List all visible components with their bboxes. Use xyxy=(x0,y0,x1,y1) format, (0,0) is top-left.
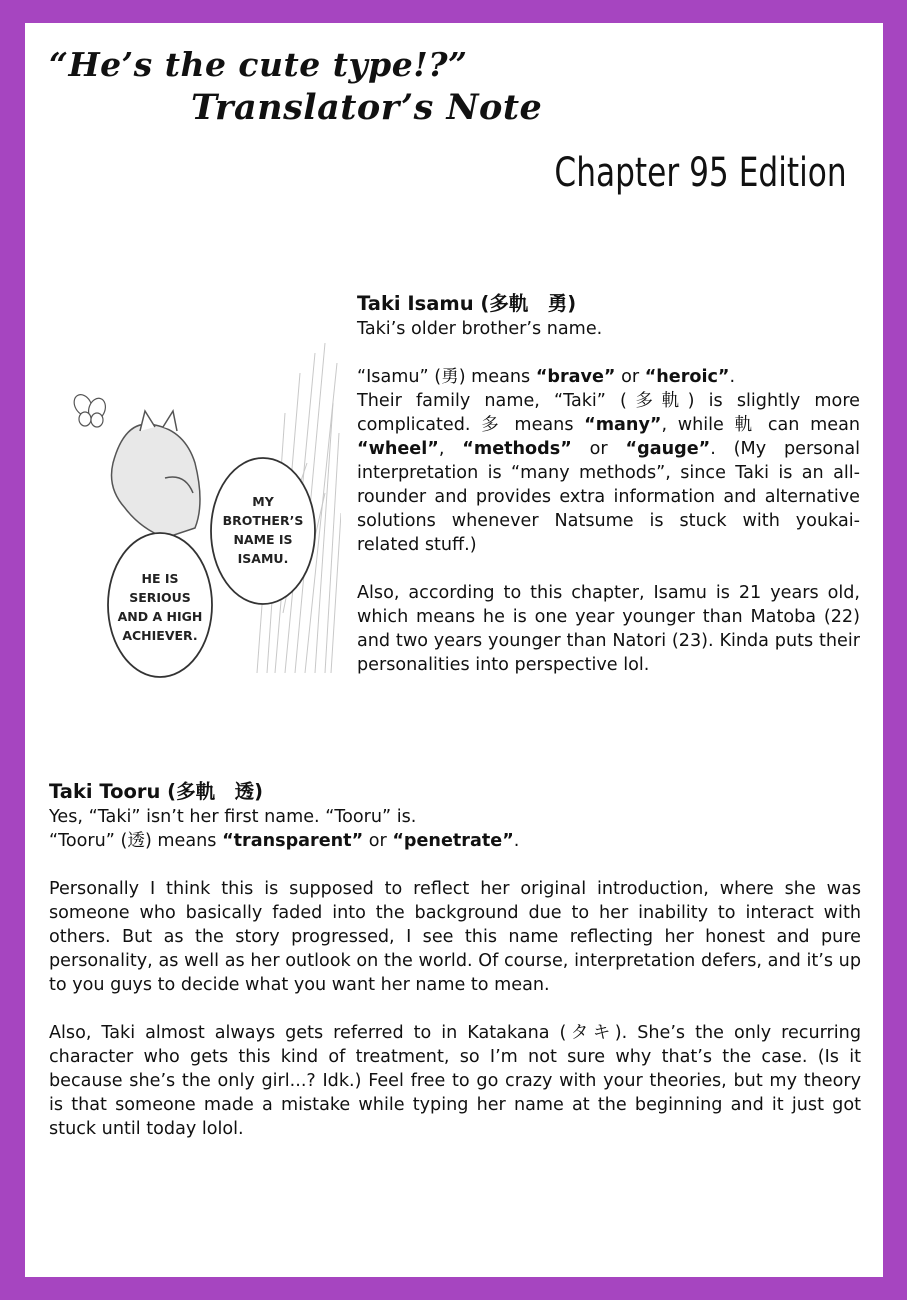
bubble-left-line-1: HE IS xyxy=(141,571,179,586)
title-line-1: “He’s the cute type!?” xyxy=(49,45,468,84)
bubble-right-line-2: BROTHER’S xyxy=(222,513,304,528)
bubble-right-line-3: NAME IS xyxy=(233,532,293,547)
speech-bubble-right xyxy=(211,458,315,604)
section2-heading: Taki Tooru (多軌 透) xyxy=(49,780,264,803)
cat-figure xyxy=(112,411,201,538)
section1-paragraph-2: “Isamu” (勇) means “brave” or “heroic”. xyxy=(357,367,736,387)
section2-paragraph-4: Also, Taki almost always gets referred to in Katakana (タキ). She’s the only recurring character who gets this kind of treatment, so I’m not sure why that’s the case. (Is it because she’s the only girl...? Idk.) Feel free to go crazy with your theories, but my theory is that someone made a mistake while typing her name at the beginning and it just got stuck until today lolol. xyxy=(49,1023,861,1139)
section2-line1: Yes, “Taki” isn’t her first name. “Tooru” is. xyxy=(49,807,417,827)
section1-paragraph-4: Also, according to this chapter, Isamu is 21 years old, which means he is one year younger than Matoba (22) and two years younger than Natori (23). Kinda puts their personalities into perspective lol. xyxy=(357,583,860,675)
bubble-left-line-4: ACHIEVER. xyxy=(122,628,198,643)
section1-heading: Taki Isamu (多軌 勇) xyxy=(357,292,577,315)
manga-panel-illustration xyxy=(45,313,341,678)
bubble-right-line-1: MY xyxy=(252,494,274,509)
section1-line1: Taki’s older brother’s name. xyxy=(357,319,603,339)
bubble-right-line-4: ISAMU. xyxy=(237,551,289,566)
chapter-label: Chapter 95 Edition xyxy=(554,150,847,196)
section2-line2: “Tooru” (透) means “transparent” or “penetrate”. xyxy=(49,831,520,851)
bubble-left-line-2: SERIOUS xyxy=(129,590,191,605)
section1-paragraph-3: Their family name, “Taki” (多軌) is slightly more complicated. 多 means “many”, while 軌 can mean “wheel”, “methods” or “gauge”. (My personal interpretation is “many methods”, since Taki is an all-rounder and provides extra information and alternative solutions whenever Natsume is stuck with youkai-related stuff.) xyxy=(357,391,861,555)
note-page xyxy=(25,23,883,1277)
section-taki-isamu xyxy=(357,291,860,677)
speech-bubble-left xyxy=(108,533,212,677)
title-line-2: Translator’s Note xyxy=(191,87,543,128)
section-taki-tooru xyxy=(49,779,861,1141)
bubble-left-line-3: AND A HIGH xyxy=(117,609,203,624)
butterfly-icon xyxy=(71,391,109,427)
section2-paragraph-3: Personally I think this is supposed to reflect her original introduction, where she was someone who basically faded into the background due to her inability to interact with others. But as the story progressed, I see this name reflecting her honest and pure personality, as well as her outlook on the world. Of course, interpretation defers, and it’s up to you guys to decide what you want her name to mean. xyxy=(49,879,861,995)
